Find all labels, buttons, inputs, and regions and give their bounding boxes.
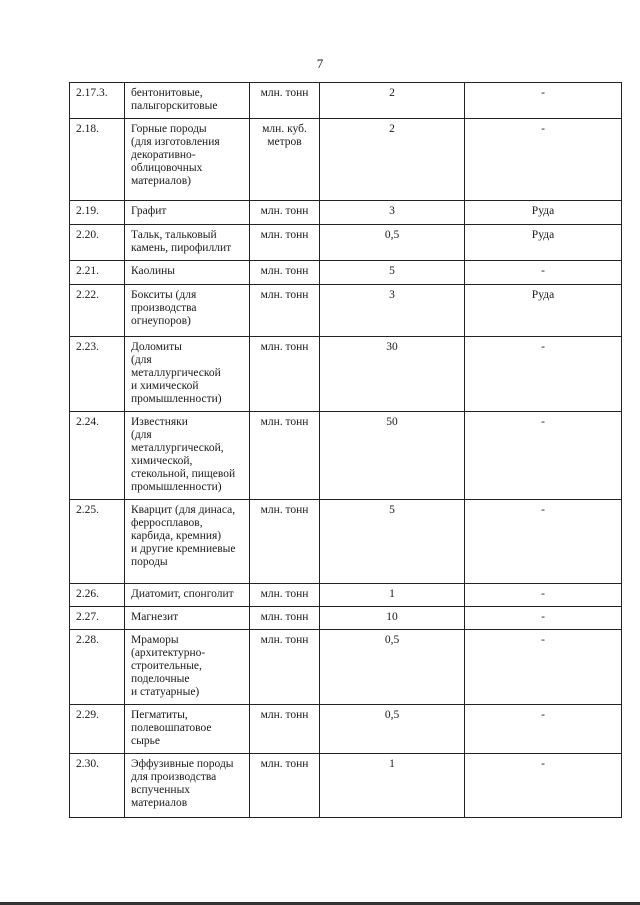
table-row: [70, 754, 622, 818]
resource-name: Горные породы (для изготовления декоративно- облицовочных материалов): [125, 119, 250, 201]
note-cell: -: [465, 754, 622, 818]
note-cell: -: [465, 83, 622, 119]
page-number: 7: [316, 56, 324, 71]
unit-cell: млн. тонн: [250, 500, 320, 584]
note-cell: -: [465, 412, 622, 500]
note-cell: -: [465, 584, 622, 607]
note-cell: -: [465, 261, 622, 285]
resource-name: Мраморы (архитектурно- строительные, поделочные и статуарные): [125, 630, 250, 705]
resource-name: Магнезит: [125, 607, 250, 630]
table-row: [70, 119, 622, 201]
table-row: [70, 83, 622, 119]
note-cell: -: [465, 500, 622, 584]
quantity-cell: 0,5: [320, 630, 465, 705]
quantity-cell: 0,5: [320, 225, 465, 261]
row-number: 2.18.: [70, 119, 125, 201]
row-number: 2.29.: [70, 705, 125, 754]
resources-table: [69, 82, 622, 818]
quantity-cell: 50: [320, 412, 465, 500]
resource-name: Доломиты (для металлургической и химической промышленности): [125, 337, 250, 412]
resource-name: Графит: [125, 201, 250, 225]
quantity-cell: 5: [320, 500, 465, 584]
quantity-cell: 30: [320, 337, 465, 412]
unit-cell: млн. тонн: [250, 337, 320, 412]
note-cell: Руда: [465, 201, 622, 225]
quantity-cell: 3: [320, 201, 465, 225]
unit-cell: млн. тонн: [250, 412, 320, 500]
note-cell: -: [465, 337, 622, 412]
quantity-cell: 3: [320, 285, 465, 337]
note-cell: Руда: [465, 225, 622, 261]
unit-cell: млн. тонн: [250, 83, 320, 119]
resource-name: Каолины: [125, 261, 250, 285]
unit-cell: млн. тонн: [250, 607, 320, 630]
row-number: 2.21.: [70, 261, 125, 285]
quantity-cell: 10: [320, 607, 465, 630]
table-row: [70, 285, 622, 337]
row-number: 2.19.: [70, 201, 125, 225]
resource-name: Кварцит (для динаса, ферросплавов, карбида, кремния) и другие кремниевые породы: [125, 500, 250, 584]
row-number: 2.28.: [70, 630, 125, 705]
row-number: 2.24.: [70, 412, 125, 500]
note-cell: -: [465, 705, 622, 754]
resource-name: бентонитовые, палыгорскитовые: [125, 83, 250, 119]
unit-cell: млн. тонн: [250, 630, 320, 705]
quantity-cell: 2: [320, 83, 465, 119]
row-number: 2.26.: [70, 584, 125, 607]
row-number: 2.23.: [70, 337, 125, 412]
table-row: [70, 607, 622, 630]
quantity-cell: 1: [320, 754, 465, 818]
note-cell: Руда: [465, 285, 622, 337]
table-row: [70, 412, 622, 500]
row-number: 2.30.: [70, 754, 125, 818]
quantity-cell: 1: [320, 584, 465, 607]
table-row: [70, 225, 622, 261]
table-row: [70, 337, 622, 412]
unit-cell: млн. тонн: [250, 225, 320, 261]
resource-name: Пегматиты, полевошпатовое сырье: [125, 705, 250, 754]
unit-cell: млн. куб. метров: [250, 119, 320, 201]
resource-name: Диатомит, спонголит: [125, 584, 250, 607]
unit-cell: млн. тонн: [250, 754, 320, 818]
row-number: 2.22.: [70, 285, 125, 337]
table-row: [70, 630, 622, 705]
table-row: [70, 201, 622, 225]
quantity-cell: 5: [320, 261, 465, 285]
note-cell: -: [465, 607, 622, 630]
resource-name: Тальк, тальковый камень, пирофиллит: [125, 225, 250, 261]
quantity-cell: 0,5: [320, 705, 465, 754]
table-row: [70, 500, 622, 584]
unit-cell: млн. тонн: [250, 705, 320, 754]
unit-cell: млн. тонн: [250, 201, 320, 225]
table-row: [70, 261, 622, 285]
unit-cell: млн. тонн: [250, 285, 320, 337]
note-cell: -: [465, 119, 622, 201]
table-row: [70, 705, 622, 754]
resource-name: Бокситы (для производства огнеупоров): [125, 285, 250, 337]
row-number: 2.17.3.: [70, 83, 125, 119]
quantity-cell: 2: [320, 119, 465, 201]
resource-name: Известняки (для металлургической, химической, стекольной, пищевой промышленности): [125, 412, 250, 500]
resource-name: Эффузивные породы для производства вспученных материалов: [125, 754, 250, 818]
table-row: [70, 584, 622, 607]
unit-cell: млн. тонн: [250, 584, 320, 607]
row-number: 2.20.: [70, 225, 125, 261]
unit-cell: млн. тонн: [250, 261, 320, 285]
row-number: 2.27.: [70, 607, 125, 630]
row-number: 2.25.: [70, 500, 125, 584]
note-cell: -: [465, 630, 622, 705]
